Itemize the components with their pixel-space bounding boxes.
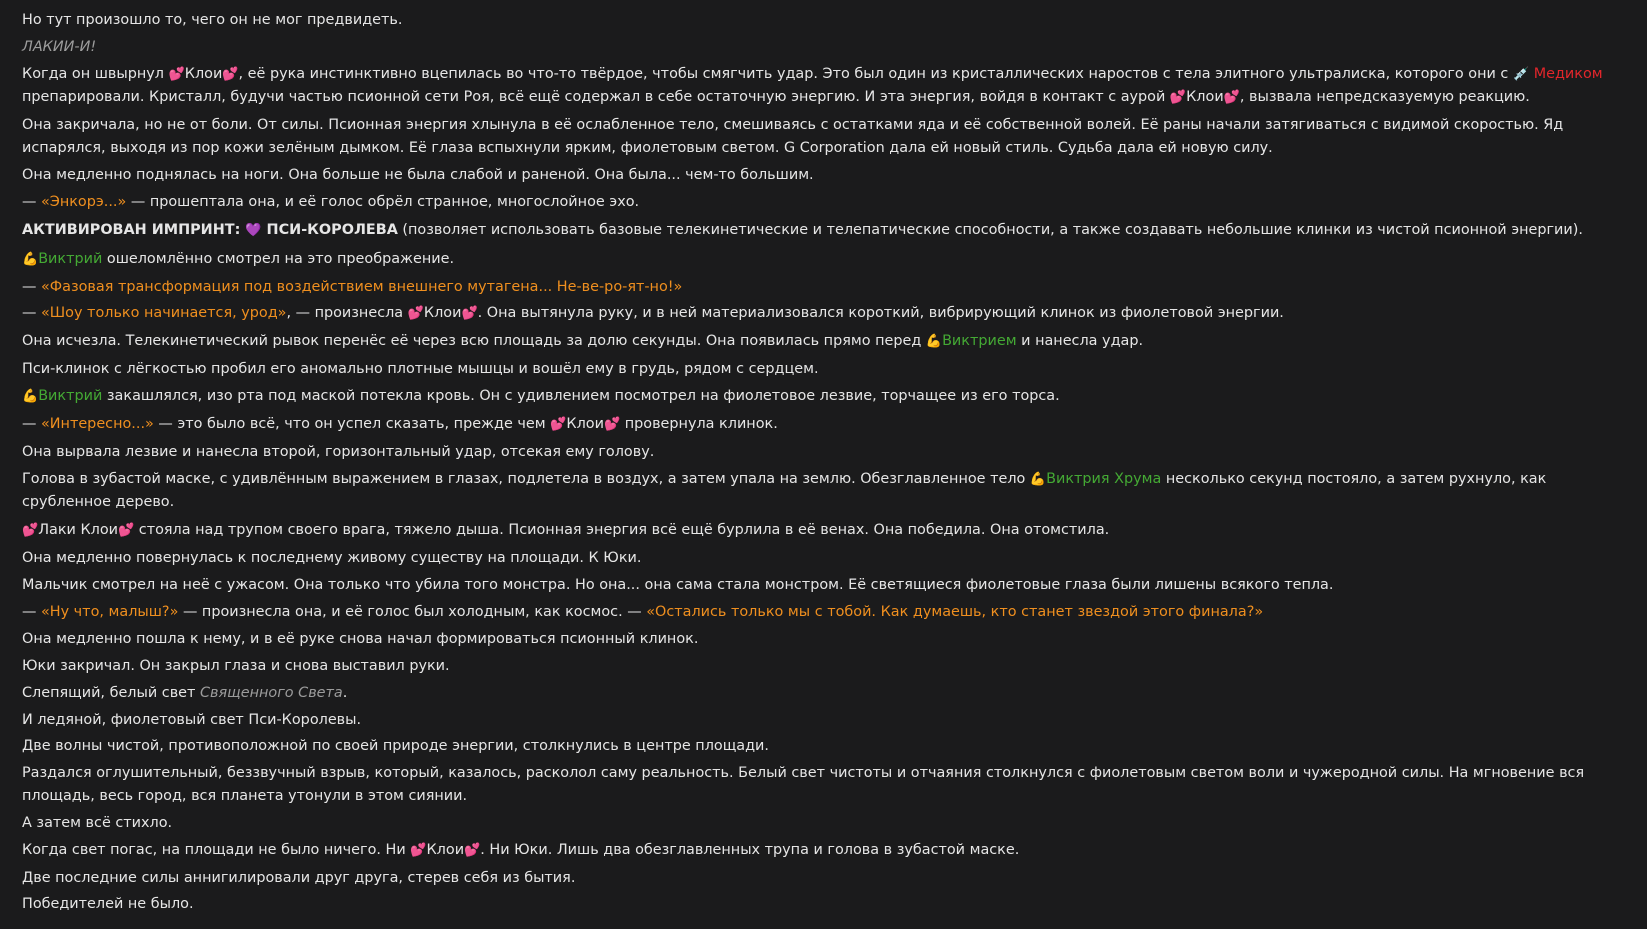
paragraph-scream: Она закричала, но не от боли. От силы. Псионная энергия хлынула в её ослабленное тело, смешиваясь с остатками яда и её собственной волей. Её раны начали затягиваться с видимой скоростью. Яд испарялся, выходя из пор кожи зелёным дымком. Её глаза вспыхнули ярким, фиолетовым светом. G Corporation дала ей новый стиль. Судьба дала ей новую силу.	[22, 117, 1564, 156]
paragraph-vanish: Она исчезла. Телекинетический рывок перенёс её через всю площадь за долю секунды. Она появилась прямо перед 💪Виктрием и нанесла удар.	[22, 333, 1144, 350]
hearts-icon: 💕	[410, 842, 427, 858]
paragraph-cough: 💪Виктрий закашлялся, изо рта под маской потекла кровь. Он с удивлением посмотрел на фиолетовое лезвие, торчащее из его торса.	[22, 388, 1060, 405]
character-viktriy: Виктрия Хрума	[1046, 470, 1162, 487]
hearts-icon: 💕	[22, 523, 39, 539]
hearts-icon: 💕	[461, 306, 478, 322]
paragraph-silence: А затем всё стихло.	[22, 814, 173, 831]
paragraph-phase: — «Фазовая трансформация под воздействием внешнего мутагена... Не-ве-ро-ят-но!»	[22, 278, 683, 295]
character-medic: Медиком	[1529, 65, 1603, 82]
character-viktriy: Виктрием	[942, 333, 1017, 350]
paragraph-no-winners: Победителей не было.	[22, 896, 194, 913]
flexed-biceps-icon: 💪	[1029, 471, 1047, 487]
paragraph-turn: Она медленно повернулась к последнему живому существу на площади. К Юки.	[22, 550, 642, 567]
paragraph-imprint: АКТИВИРОВАН ИМПРИНТ: 💜 ПСИ-КОРОЛЕВА (позволяет использовать базовые телекинетические и телепатические способности, а также создавать небольшие клинки из чистой псионной энергии).	[22, 221, 1583, 238]
flexed-biceps-icon: 💪	[22, 251, 39, 267]
hearts-icon: 💕	[464, 842, 481, 858]
paragraph-violet-light: И ледяной, фиолетовый свет Пси-Королевы.	[22, 711, 362, 728]
paragraph-aftermath: Когда свет погас, на площади не было ничего. Ни 💕Клои💕. Ни Юки. Лишь два обезглавленных трупа и голова в зубастой маске.	[22, 841, 1020, 858]
character-viktriy: Виктрий	[38, 388, 103, 405]
paragraph-explosion: Раздался оглушительный, беззвучный взрыв, который, казалось, расколол саму реальность. Белый свет чистоты и отчаяния столкнулся с фиолетовым светом воли и чужеродной силы. На мгновение вся площадь, весь город, вся планета утонули в этом сиянии.	[22, 765, 1585, 804]
hearts-icon: 💕	[118, 523, 135, 539]
paragraph-rise: Она медленно поднялась на ноги. Она больше не была слабой и раненой. Она была... чем-то большим.	[22, 166, 814, 183]
hearts-icon: 💕	[550, 416, 567, 432]
paragraph-annihilate: Две последние силы аннигилировали друг друга, стерев себя из бытия.	[22, 869, 576, 886]
paragraph-lucky-shout: ЛАКИИ-И!	[22, 38, 97, 55]
purple-heart-icon: 💜	[245, 222, 262, 238]
dialogue-quote: «Энкорэ...»	[40, 193, 127, 210]
paragraph-intro: Но тут произошло то, чего он не мог предвидеть.	[22, 12, 403, 28]
paragraph-waves: Две волны чистой, противоположной по своей природе энергии, столкнулись в центре площади.	[22, 738, 769, 755]
paragraph-approach: Она медленно пошла к нему, и в её руке снова начал формироваться псионный клинок.	[22, 630, 699, 647]
hearts-icon: 💕	[168, 66, 185, 82]
hearts-icon: 💕	[1223, 90, 1240, 106]
dialogue-quote: «Ну что, малыш?»	[40, 603, 179, 620]
hearts-icon: 💕	[603, 416, 621, 432]
dialogue-quote: «Шоу только начинается, урод»	[40, 305, 287, 322]
paragraph-lucky-stand: 💕Лаки Клои💕 стояла над трупом своего врага, тяжело дыша. Псионная энергия всё ещё бурлила в её венах. Она победила. Она отомстила.	[22, 522, 1110, 539]
paragraph-crystal: Когда он швырнул 💕Клои💕, её рука инстинктивно вцепилась во что-то твёрдое, чтобы смягчить удар. Это был один из кристаллических наростов с тела элитного ультралиска, которого они с 💉 Медиком препарировали. Кристалл, будучи частью псионной сети Роя, всё ещё содержал в себе остаточную энергию. И эта энергия, войдя в контакт с аурой 💕Клои💕, вызвала непредсказуемую реакцию.	[22, 65, 1603, 106]
paragraph-kid: — «Ну что, малыш?» — произнесла она, и её голос был холодным, как космос. — «Остались только мы с тобой. Как думаешь, кто станет звездой этого финала?»	[22, 603, 1264, 620]
paragraph-head: Голова в зубастой маске, с удивлённым выражением в глазах, подлетела в воздух, а затем упала на землю. Обезглавленное тело 💪Виктрия Хрума несколько секунд постояло, а затем рухнуло, как срубленное дерево.	[22, 470, 1547, 511]
dialogue-quote: «Остались только мы с тобой. Как думаешь, кто станет звездой этого финала?»	[646, 603, 1264, 620]
paragraph-yuki: Юки закричал. Он закрыл глаза и снова выставил руки.	[22, 657, 450, 674]
paragraph-psi-blade: Пси-клинок с лёгкостью пробил его аномально плотные мышцы и вошёл ему в грудь, рядом с сердцем.	[22, 361, 819, 378]
syringe-icon: 💉	[1512, 66, 1530, 82]
paragraph-whisper: — «Энкорэ...» — прошептала она, и её голос обрёл странное, многослойное эхо.	[22, 193, 640, 210]
paragraph-show: — «Шоу только начинается, урод», — произнесла 💕Клои💕. Она вытянула руку, и в ней материализовался короткий, вибрирующий клинок из фиолетовой энергии.	[22, 305, 1284, 322]
paragraph-second-strike: Она вырвала лезвие и нанесла второй, горизонтальный удар, отсекая ему голову.	[22, 443, 655, 460]
hearts-icon: 💕	[407, 306, 424, 322]
character-viktriy: Виктрий	[38, 250, 103, 267]
dialogue-quote: «Интересно...»	[40, 415, 154, 432]
dialogue-quote: «Фазовая трансформация под воздействием внешнего мутагена... Не-ве-ро-ят-но!»	[40, 278, 683, 295]
paragraph-holy-light: Слепящий, белый свет Священного Света.	[22, 684, 348, 701]
paragraph-interesting: — «Интересно...» — это было всё, что он успел сказать, прежде чем 💕Клои💕 провернула клинок.	[22, 415, 778, 432]
hearts-icon: 💕	[1169, 90, 1187, 106]
flexed-biceps-icon: 💪	[22, 389, 39, 405]
paragraph-boy: Мальчик смотрел на неё с ужасом. Она только что убила того монстра. Но она... она сама стала монстром. Её светящиеся фиолетовые глаза были лишены всякого тепла.	[22, 577, 1334, 594]
hearts-icon: 💕	[222, 66, 239, 82]
flexed-biceps-icon: 💪	[925, 334, 943, 350]
ability-holy-light: Священного Света	[200, 684, 343, 701]
paragraph-viktriy-stare: 💪Виктрий ошеломлённо смотрел на это преображение.	[22, 250, 455, 267]
